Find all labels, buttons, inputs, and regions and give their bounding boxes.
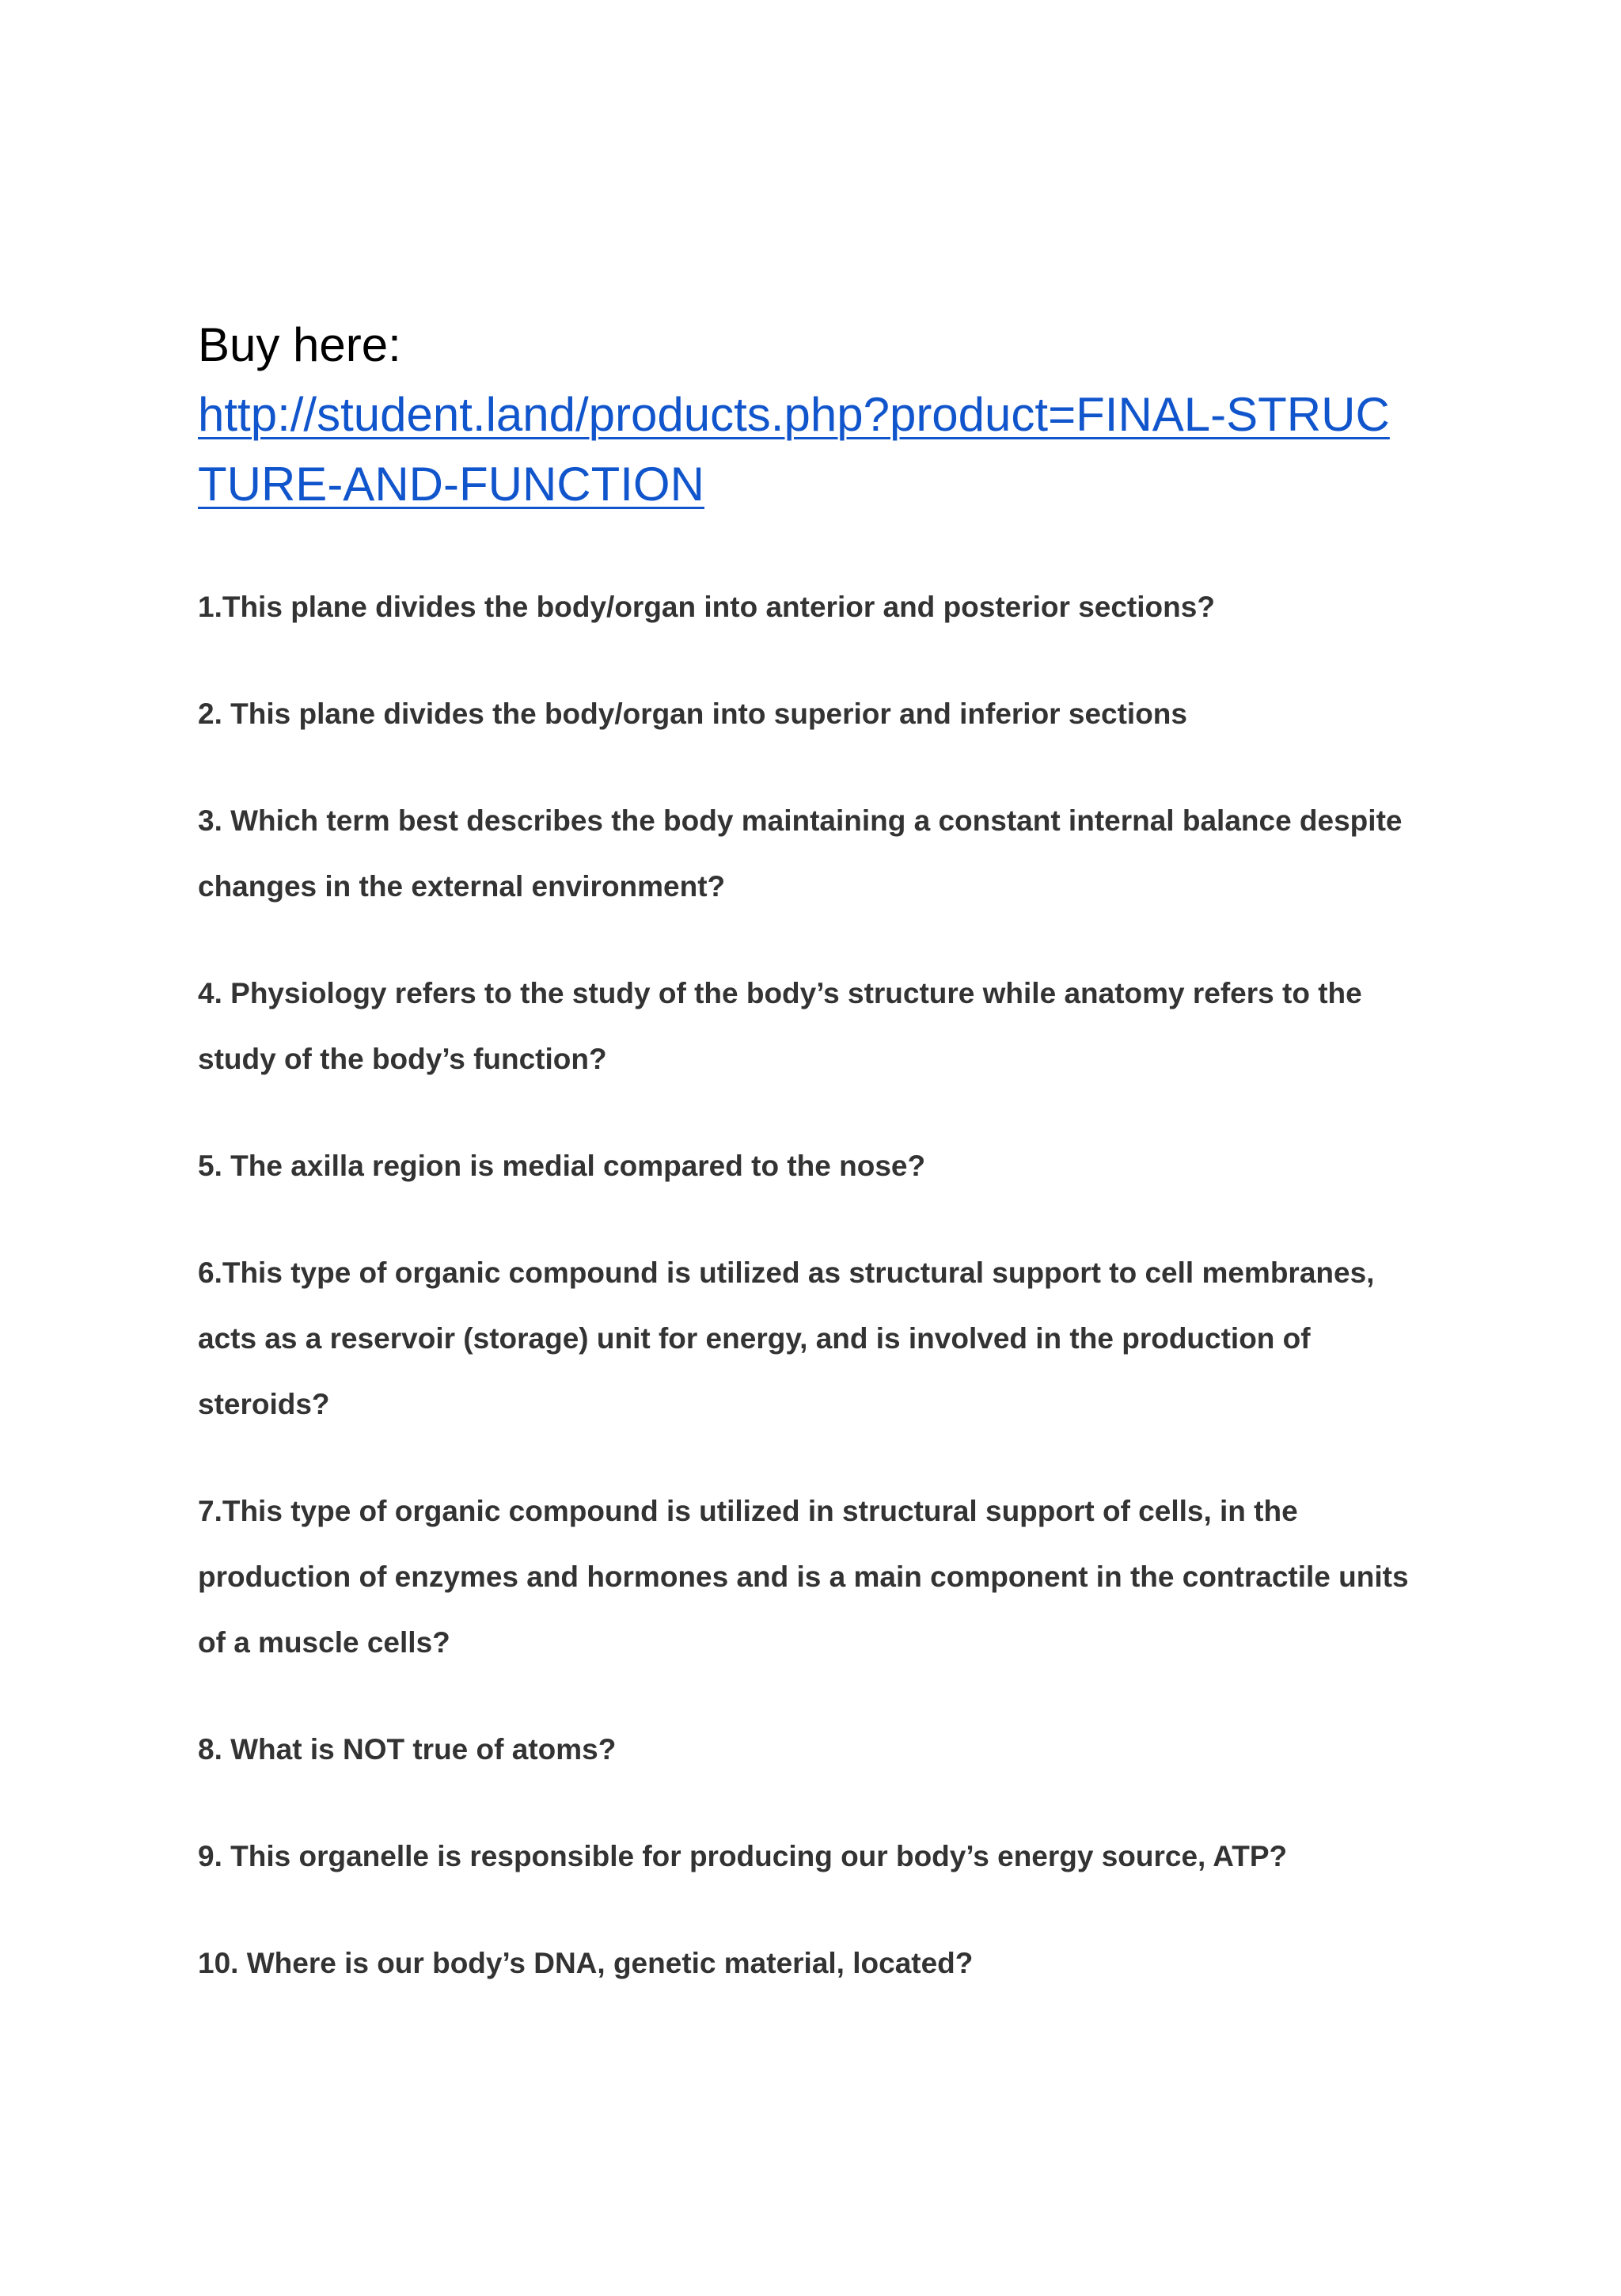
question-item: 7.This type of organic compound is utilized in structural support of cells, in the production of enzymes and hormones and is a main component in the contractile units of a muscle cells?	[198, 1495, 1409, 1659]
product-link[interactable]: http://student.land/products.php?product=FINAL-STRUCTURE-AND-FUNCTION	[198, 388, 1390, 511]
question-item: 4. Physiology refers to the study of the body’s structure while anatomy refers to the study of the body’s function?	[198, 977, 1362, 1075]
question-item: 1.This plane divides the body/organ into anterior and posterior sections?	[198, 591, 1215, 623]
question-item: 8. What is NOT true of atoms?	[198, 1733, 617, 1766]
purchase-header	[198, 310, 1417, 519]
question-item: 2. This plane divides the body/organ into superior and inferior sections	[198, 698, 1187, 730]
question-list	[198, 574, 1433, 2037]
question-item: 5. The axilla region is medial compared to the nose?	[198, 1150, 926, 1182]
buy-here-label: Buy here:	[198, 318, 401, 371]
question-item: 9. This organelle is responsible for producing our body’s energy source, ATP?	[198, 1840, 1288, 1872]
question-item: 10. Where is our body’s DNA, genetic material, located?	[198, 1947, 974, 1979]
question-item: 3. Which term best describes the body maintaining a constant internal balance despite changes in the external environment?	[198, 804, 1403, 903]
question-item: 6.This type of organic compound is utilized as structural support to cell membranes, acts as a reservoir (storage) unit for energy, and is involved in the production of steroids?	[198, 1256, 1375, 1420]
